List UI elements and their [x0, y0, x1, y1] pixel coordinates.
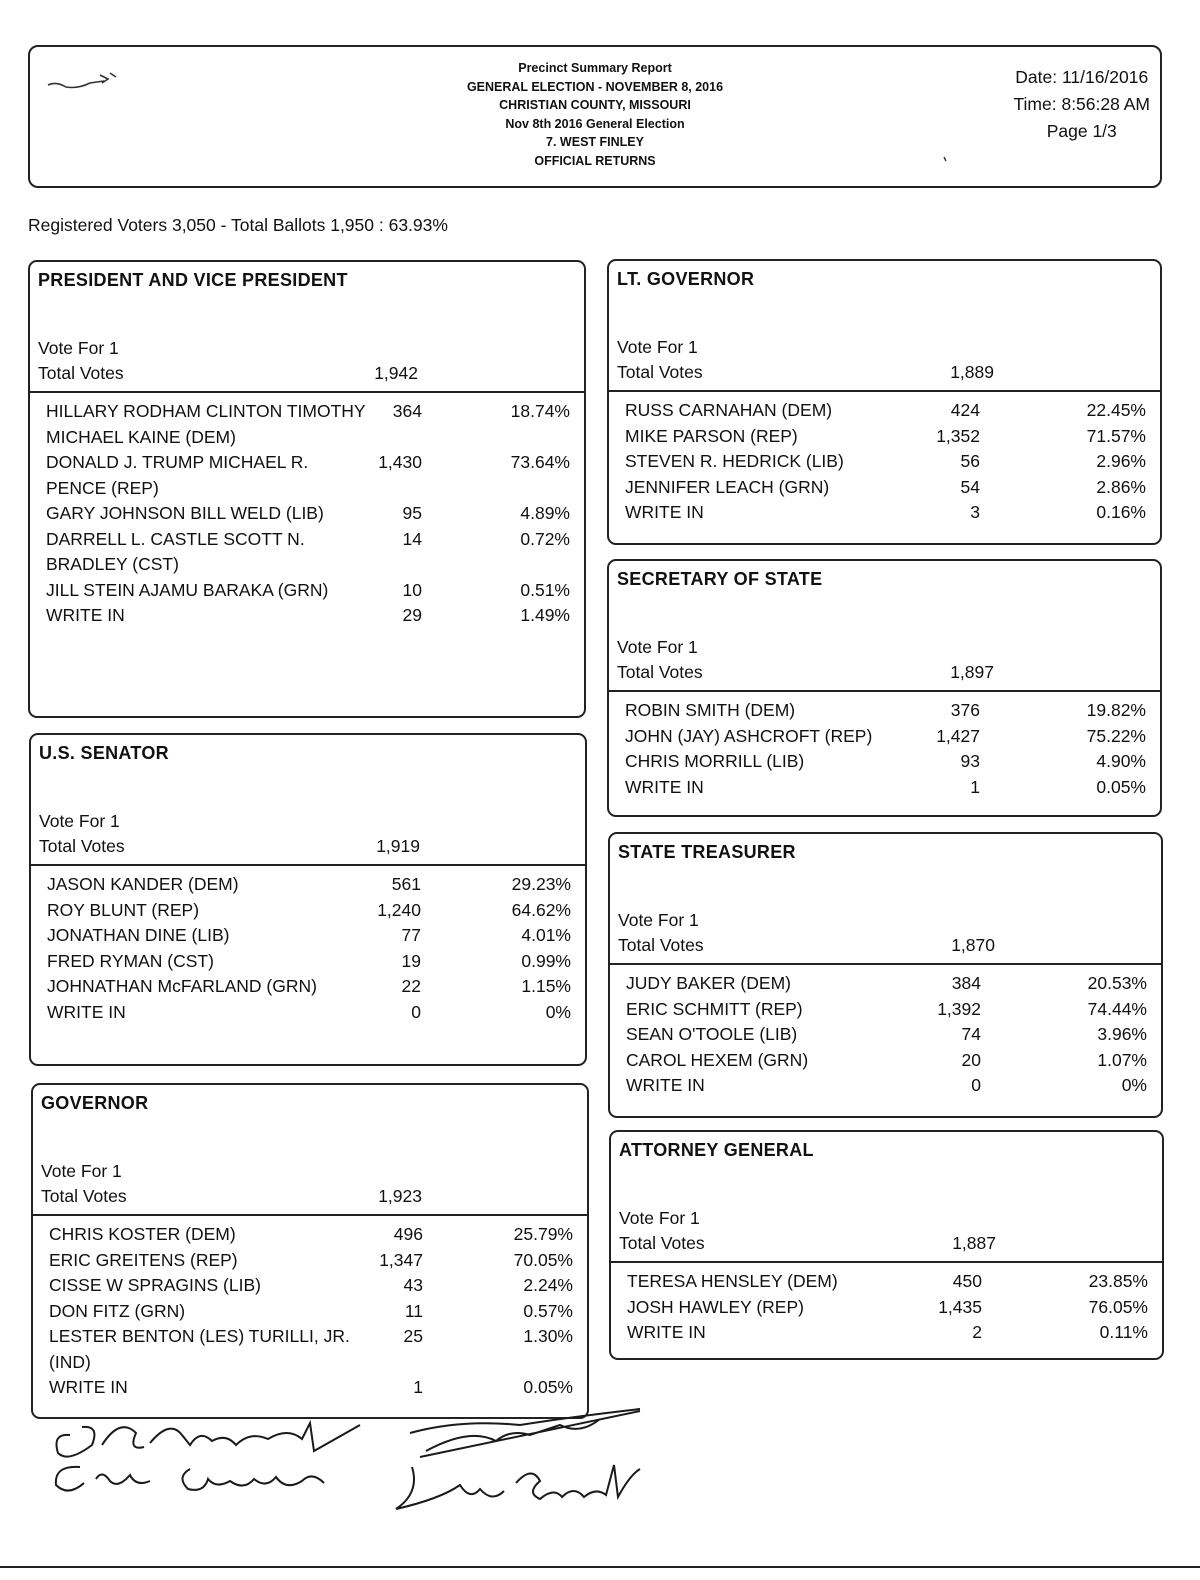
- candidate-percent: 0.72%: [520, 528, 570, 549]
- candidate-percent: 73.64%: [510, 452, 570, 472]
- total-votes-label: Total Votes: [617, 662, 703, 682]
- candidate-votes: 0: [971, 1075, 981, 1095]
- candidate-votes: 25: [403, 1326, 423, 1346]
- race-title: SECRETARY OF STATE: [617, 569, 823, 589]
- candidate-votes: 29: [402, 605, 422, 625]
- signature-4-icon: [396, 1465, 640, 1509]
- candidate-name: GARY JOHNSON BILL WELD (LIB): [46, 503, 324, 523]
- county-name: CHRISTIAN COUNTY, MISSOURI: [499, 98, 691, 112]
- candidate-row: [627, 1295, 1148, 1321]
- candidate-percent: 1.15%: [521, 976, 571, 996]
- total-votes-value: 1,919: [376, 836, 420, 856]
- candidate-row: [626, 997, 1147, 1023]
- candidate-row: [627, 1320, 1148, 1346]
- candidate-row: [46, 399, 570, 450]
- report-time: Time: 8:56:28 AM: [1013, 94, 1150, 114]
- candidate-percent: 0.57%: [523, 1300, 573, 1321]
- candidate-name: JOHN (JAY) ASHCROFT (REP): [625, 725, 873, 746]
- candidate-votes: 56: [960, 451, 980, 471]
- candidate-votes: 450: [952, 1271, 982, 1291]
- candidate-votes: 2: [972, 1322, 982, 1342]
- candidate-name: FRED RYMAN (CST): [47, 950, 214, 971]
- race-divider: [33, 1214, 587, 1216]
- vote-for-label: Vote For 1: [38, 338, 119, 358]
- precinct-name: 7. WEST FINLEY: [546, 135, 644, 149]
- race-lt-governor: [607, 259, 1162, 545]
- report-title-block: [30, 59, 1160, 170]
- candidate-row: [625, 424, 1146, 450]
- total-votes-label: Total Votes: [618, 935, 704, 955]
- total-votes-label: Total Votes: [617, 362, 703, 382]
- total-votes-value: 1,923: [378, 1186, 422, 1206]
- race-governor: [31, 1083, 589, 1419]
- signature-1-icon: [57, 1423, 361, 1457]
- candidate-row: [46, 578, 570, 604]
- candidate-percent: 3.96%: [1097, 1024, 1147, 1044]
- candidate-name: RUSS CARNAHAN (DEM): [625, 400, 833, 420]
- race-divider: [30, 391, 584, 393]
- candidate-name: JOSH HAWLEY (REP): [627, 1296, 804, 1317]
- candidate-name: LESTER BENTON (LES) TURILLI, JR. (IND): [49, 1326, 350, 1372]
- returns-status: OFFICIAL RETURNS: [534, 153, 656, 168]
- race-title: PRESIDENT AND VICE PRESIDENT: [38, 270, 348, 290]
- report-meta: [1014, 64, 1151, 145]
- candidate-votes: 1,240: [377, 899, 421, 920]
- race-divider: [31, 864, 585, 866]
- candidate-name: WRITE IN: [46, 605, 125, 625]
- race-title: ATTORNEY GENERAL: [619, 1140, 814, 1160]
- candidate-row: [47, 898, 571, 924]
- candidate-name: SEAN O'TOOLE (LIB): [626, 1024, 798, 1044]
- candidate-votes: 1,430: [378, 452, 422, 472]
- candidate-name: WRITE IN: [625, 776, 704, 797]
- candidate-percent: 76.05%: [1088, 1296, 1148, 1317]
- candidate-name: DARRELL L. CASTLE SCOTT N. BRADLEY (CST): [46, 528, 305, 574]
- candidate-votes: 77: [401, 925, 421, 945]
- election-label: Nov 8th 2016 General Election: [505, 116, 685, 131]
- candidate-name: JONATHAN DINE (LIB): [47, 925, 230, 945]
- total-votes-label: Total Votes: [38, 363, 124, 383]
- candidate-name: ROBIN SMITH (DEM): [625, 700, 796, 720]
- signature-3-icon: [410, 1409, 640, 1457]
- candidate-row: [49, 1299, 573, 1325]
- candidate-name: DONALD J. TRUMP MICHAEL R. PENCE (REP): [46, 452, 309, 498]
- candidate-votes: 384: [951, 973, 981, 993]
- candidate-percent: 20.53%: [1087, 973, 1147, 993]
- candidate-name: STEVEN R. HEDRICK (LIB): [625, 451, 844, 471]
- race-title: U.S. SENATOR: [39, 743, 169, 763]
- candidate-votes: 1: [970, 776, 980, 797]
- candidate-percent: 70.05%: [513, 1249, 573, 1270]
- candidate-row: [625, 475, 1146, 501]
- candidate-votes: 54: [960, 476, 980, 497]
- total-votes-value: 1,887: [952, 1233, 996, 1253]
- candidate-votes: 74: [961, 1024, 981, 1044]
- candidate-list: [625, 398, 1146, 526]
- candidate-votes: 1,427: [936, 725, 980, 746]
- candidate-row: [47, 949, 571, 975]
- candidate-votes: 20: [961, 1049, 981, 1070]
- total-votes-value: 1,870: [951, 935, 995, 955]
- candidate-votes: 14: [402, 528, 422, 549]
- candidate-name: WRITE IN: [625, 502, 704, 522]
- candidate-row: [625, 749, 1146, 775]
- total-votes-label: Total Votes: [39, 836, 125, 856]
- election-name: GENERAL ELECTION - NOVEMBER 8, 2016: [466, 79, 724, 94]
- candidate-row: [626, 1048, 1147, 1074]
- signature-2-icon: [56, 1467, 324, 1491]
- candidate-percent: 0%: [545, 1001, 571, 1022]
- race-title: GOVERNOR: [41, 1093, 149, 1113]
- candidate-percent: 18.74%: [510, 401, 570, 421]
- candidate-votes: 561: [391, 874, 421, 894]
- candidate-percent: 25.79%: [513, 1224, 573, 1244]
- candidate-row: [47, 974, 571, 1000]
- candidate-percent: 0.99%: [521, 950, 571, 971]
- candidate-row: [47, 1000, 571, 1026]
- candidate-percent: 0.11%: [1099, 1322, 1148, 1342]
- candidate-percent: 1.49%: [520, 605, 570, 625]
- candidate-name: ERIC GREITENS (REP): [49, 1249, 238, 1270]
- candidate-percent: 29.23%: [511, 874, 571, 894]
- race-title: STATE TREASURER: [618, 842, 796, 862]
- race-divider: [609, 390, 1160, 392]
- candidate-votes: 496: [393, 1224, 423, 1244]
- candidate-votes: 19: [401, 950, 421, 971]
- candidate-percent: 75.22%: [1086, 725, 1146, 746]
- candidate-row: [47, 872, 571, 898]
- registered-voters-line: Registered Voters 3,050 - Total Ballots 1,950 : 63.93%: [28, 215, 448, 235]
- candidate-name: ROY BLUNT (REP): [47, 899, 200, 920]
- candidate-name: CHRIS MORRILL (LIB): [625, 751, 805, 771]
- vote-for-label: Vote For 1: [617, 337, 698, 357]
- report-title: Precinct Summary Report: [518, 61, 672, 75]
- candidate-percent: 64.62%: [511, 899, 571, 920]
- candidate-row: [627, 1269, 1148, 1295]
- total-votes-value: 1,942: [374, 363, 418, 383]
- candidate-name: ERIC SCHMITT (REP): [626, 998, 803, 1019]
- candidate-name: CHRIS KOSTER (DEM): [49, 1224, 236, 1244]
- candidate-row: [625, 724, 1146, 750]
- candidate-row: [46, 603, 570, 629]
- candidate-percent: 4.89%: [520, 503, 570, 523]
- candidate-votes: 1,392: [937, 998, 981, 1019]
- candidate-row: [47, 923, 571, 949]
- candidate-row: [46, 527, 570, 578]
- candidate-list: [46, 399, 570, 629]
- candidate-name: JENNIFER LEACH (GRN): [625, 476, 830, 497]
- candidate-list: [627, 1269, 1148, 1346]
- candidate-name: WRITE IN: [47, 1001, 126, 1022]
- race-state-treasurer: [608, 832, 1163, 1118]
- candidate-votes: 1,347: [379, 1249, 423, 1270]
- race-divider: [609, 690, 1160, 692]
- candidate-name: WRITE IN: [49, 1377, 128, 1397]
- vote-for-label: Vote For 1: [618, 910, 699, 930]
- candidate-votes: 1: [413, 1377, 423, 1397]
- page-number: Page 1/3: [1046, 121, 1117, 141]
- candidate-percent: 0.51%: [520, 579, 570, 600]
- vote-for-label: Vote For 1: [619, 1208, 700, 1228]
- candidate-percent: 2.86%: [1096, 476, 1146, 497]
- candidate-percent: 0.05%: [523, 1377, 573, 1397]
- candidate-row: [49, 1324, 573, 1375]
- candidate-percent: 0%: [1121, 1075, 1147, 1095]
- vote-for-label: Vote For 1: [39, 811, 120, 831]
- report-header: [28, 45, 1162, 188]
- candidate-percent: 2.96%: [1096, 451, 1146, 471]
- candidate-votes: 1,435: [938, 1296, 982, 1317]
- candidate-row: [625, 449, 1146, 475]
- candidate-votes: 3: [970, 502, 980, 522]
- candidate-votes: 424: [950, 400, 980, 420]
- total-votes-label: Total Votes: [619, 1233, 705, 1253]
- candidate-name: DON FITZ (GRN): [49, 1300, 186, 1321]
- candidate-list: [47, 872, 571, 1025]
- candidate-list: [626, 971, 1147, 1099]
- candidate-row: [625, 398, 1146, 424]
- candidate-percent: 0.16%: [1096, 502, 1146, 522]
- stray-mark-icon: [942, 155, 950, 163]
- candidate-name: CAROL HEXEM (GRN): [626, 1049, 809, 1070]
- candidate-votes: 43: [403, 1275, 423, 1295]
- candidate-name: WRITE IN: [626, 1075, 705, 1095]
- candidate-name: WRITE IN: [627, 1322, 706, 1342]
- candidate-votes: 364: [392, 401, 422, 421]
- candidate-row: [49, 1375, 573, 1401]
- race-divider: [611, 1261, 1162, 1263]
- candidate-name: JILL STEIN AJAMU BARAKA (GRN): [46, 579, 329, 600]
- candidate-percent: 22.45%: [1086, 400, 1146, 420]
- candidate-percent: 0.05%: [1096, 776, 1146, 797]
- race-title: LT. GOVERNOR: [617, 269, 755, 289]
- candidate-percent: 19.82%: [1086, 700, 1146, 720]
- candidate-votes: 0: [411, 1001, 421, 1022]
- candidate-percent: 4.01%: [521, 925, 571, 945]
- candidate-votes: 11: [404, 1300, 423, 1321]
- candidate-row: [626, 1022, 1147, 1048]
- candidate-percent: 23.85%: [1088, 1271, 1148, 1291]
- candidate-votes: 376: [950, 700, 980, 720]
- candidate-name: JUDY BAKER (DEM): [626, 973, 791, 993]
- candidate-percent: 1.30%: [523, 1326, 573, 1346]
- race-attorney-general: [609, 1130, 1164, 1360]
- candidate-row: [625, 500, 1146, 526]
- candidate-row: [49, 1248, 573, 1274]
- candidate-name: TERESA HENSLEY (DEM): [627, 1271, 838, 1291]
- candidate-row: [46, 501, 570, 527]
- candidate-percent: 71.57%: [1086, 425, 1146, 446]
- candidate-name: HILLARY RODHAM CLINTON TIMOTHY MICHAEL KAINE (DEM): [46, 401, 366, 447]
- total-votes-value: 1,897: [950, 662, 994, 682]
- candidate-votes: 10: [402, 579, 422, 600]
- candidate-row: [626, 1073, 1147, 1099]
- candidate-row: [49, 1273, 573, 1299]
- vote-for-label: Vote For 1: [617, 637, 698, 657]
- report-date: Date: 11/16/2016: [1015, 67, 1149, 87]
- candidate-name: MIKE PARSON (REP): [625, 425, 798, 446]
- race-divider: [610, 963, 1161, 965]
- candidate-percent: 2.24%: [523, 1275, 573, 1295]
- candidate-row: [625, 698, 1146, 724]
- candidate-votes: 95: [402, 503, 422, 523]
- candidate-row: [46, 450, 570, 501]
- candidate-name: JASON KANDER (DEM): [47, 874, 239, 894]
- race-secretary-of-state: [607, 559, 1162, 817]
- candidate-row: [625, 775, 1146, 801]
- race-us-senator: [29, 733, 587, 1066]
- candidate-votes: 1,352: [936, 425, 980, 446]
- candidate-name: JOHNATHAN McFARLAND (GRN): [47, 976, 317, 996]
- candidate-list: [49, 1222, 573, 1401]
- candidate-votes: 93: [960, 751, 980, 771]
- candidate-percent: 74.44%: [1087, 998, 1147, 1019]
- candidate-row: [49, 1222, 573, 1248]
- candidate-name: CISSE W SPRAGINS (LIB): [49, 1275, 261, 1295]
- candidate-list: [625, 698, 1146, 800]
- vote-for-label: Vote For 1: [41, 1161, 122, 1181]
- candidate-row: [626, 971, 1147, 997]
- candidate-percent: 4.90%: [1096, 751, 1146, 771]
- signatures: [40, 1405, 680, 1530]
- total-votes-value: 1,889: [950, 362, 994, 382]
- race-president: [28, 260, 586, 718]
- candidate-votes: 22: [401, 976, 421, 996]
- bottom-rule: [0, 1566, 1200, 1568]
- candidate-percent: 1.07%: [1097, 1049, 1147, 1070]
- total-votes-label: Total Votes: [41, 1186, 127, 1206]
